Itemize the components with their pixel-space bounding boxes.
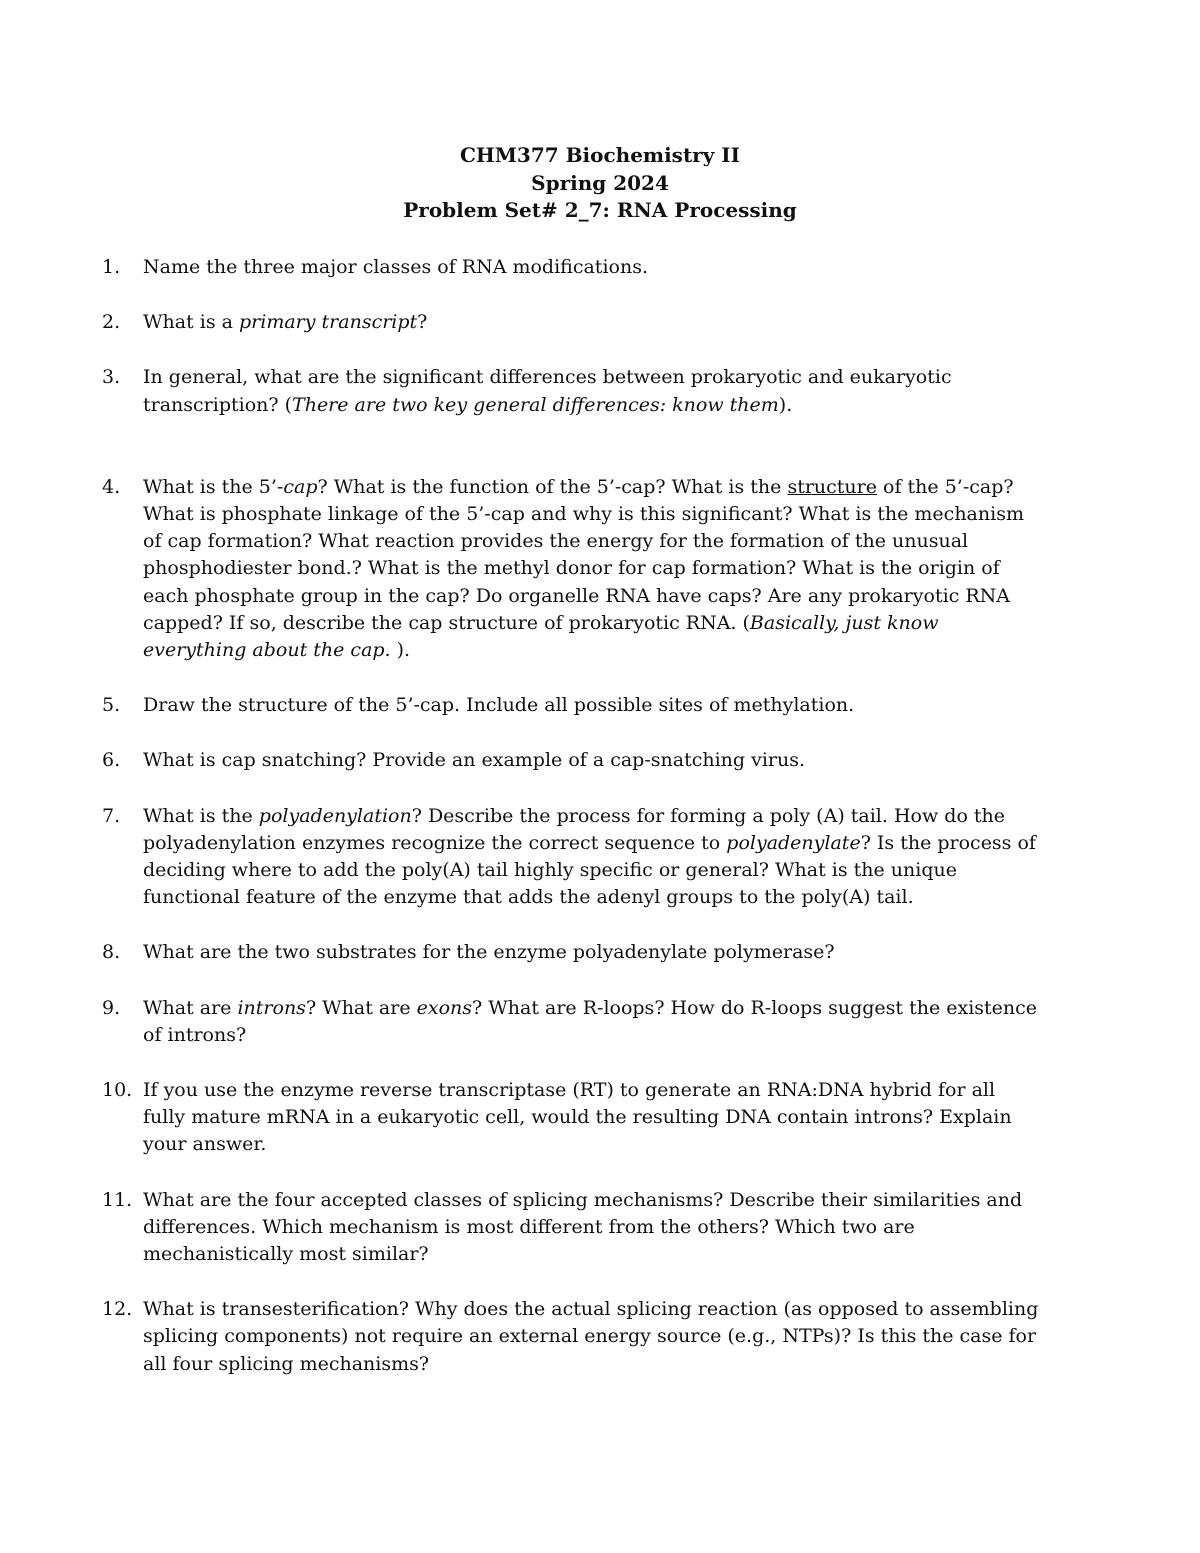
question-text <box>143 1187 1042 1269</box>
question-number: 2. <box>102 311 121 334</box>
text-segment: What is transesterification? Why does the actual splicing reaction (as opposed to assembling splicing components) not require an external energy source (e.g., NTPs)? Is this the case for all four splicing mechanisms? <box>143 1298 1039 1375</box>
emphasized-text: polyadenylate <box>726 831 861 854</box>
question-number: 4. <box>102 475 121 498</box>
question-number: 11. <box>102 1188 133 1211</box>
question-text <box>143 474 1042 664</box>
text-segment: What are <box>143 996 238 1019</box>
question-item <box>102 995 1042 1049</box>
text-segment: What is cap snatching? Provide an example of a cap-snatching virus. <box>143 749 806 772</box>
question-number: 8. <box>102 941 121 964</box>
question-item <box>102 309 1042 336</box>
emphasized-text: introns <box>237 996 306 1019</box>
text-segment: What is the <box>143 804 259 827</box>
course-title: CHM377 Biochemistry II <box>459 143 741 167</box>
text-segment: ? What are R-loops? How do R-loops suggest the existence of introns? <box>143 996 1038 1046</box>
question-item <box>102 803 1042 912</box>
emphasized-text: There are two key general differences: know them <box>292 393 779 416</box>
question-number: 1. <box>102 256 121 278</box>
text-segment: If you use the enzyme reverse transcriptase (RT) to generate an RNA:DNA hybrid for all fully mature mRNA in a eukaryotic cell, would the resulting DNA contain introns? Explain your answer. <box>143 1079 1012 1156</box>
term-label: Spring 2024 <box>531 170 669 195</box>
text-segment: ? What is the function of the 5’-cap? What is the <box>317 475 788 498</box>
text-segment: What is the 5’- <box>143 475 284 498</box>
text-segment: ). <box>778 393 793 416</box>
question-item <box>102 474 1042 664</box>
question-text <box>143 1296 1042 1378</box>
question-item <box>102 939 1042 966</box>
emphasized-text: polyadenylation <box>258 804 412 827</box>
question-number: 7. <box>102 804 121 827</box>
text-segment: of the 5’-cap? What is phosphate linkage of the 5’-cap and why is this significant? What is the mechanism of cap formation? What reaction provides the energy for the formation of the unusual phosphodiester bond.? What is the methyl donor for cap formation? What is the origin of each phosphate group in the cap? Do organelle RNA have caps? Are any prokaryotic RNA capped? If so, describe the cap structure of prokaryotic RNA. ( <box>143 475 1024 634</box>
question-number: 9. <box>102 996 121 1019</box>
question-list <box>102 254 1042 1406</box>
question-text <box>143 1077 1042 1159</box>
text-segment: What is a <box>143 311 240 334</box>
text-segment: ). <box>390 639 411 662</box>
question-text <box>143 309 1042 336</box>
text-segment: What are the four accepted classes of splicing mechanisms? Describe their similarities and differences. Which mechanism is most different from the others? Which two are mechanistically most similar? <box>143 1188 1023 1266</box>
text-segment: Name the three major classes of RNA modifications. <box>143 256 648 278</box>
question-item <box>102 1187 1042 1269</box>
question-number: 3. <box>102 366 121 389</box>
text-segment: What are the two substrates for the enzyme polyadenylate polymerase? <box>143 941 835 964</box>
question-item <box>102 1296 1042 1378</box>
document-header <box>0 142 1200 225</box>
text-segment: ? Describe the process for forming a poly (A) tail. How do the polyadenylation enzymes recognize the correct sequence to <box>143 804 1006 854</box>
question-text <box>143 803 1042 912</box>
question-item <box>102 692 1042 719</box>
question-text <box>143 939 1042 966</box>
text-segment: ? Is the process of deciding where to add the poly(A) tail highly specific or general? What is the unique functional feature of the enzyme that adds the adenyl groups to the poly(A) tail. <box>143 831 1036 909</box>
question-number: 5. <box>102 694 121 717</box>
underlined-text: structure <box>787 475 877 498</box>
emphasized-text: primary transcript <box>239 311 418 334</box>
question-number: 6. <box>102 749 121 772</box>
question-text <box>143 254 1042 281</box>
question-number: 10. <box>102 1079 133 1102</box>
emphasized-text: Basically, just know everything about the cap. <box>143 611 939 662</box>
question-item <box>102 254 1042 281</box>
question-number: 12. <box>102 1298 133 1321</box>
question-item <box>102 747 1042 774</box>
question-text <box>143 995 1042 1049</box>
question-text <box>143 747 1042 774</box>
emphasized-text: exons <box>416 996 473 1019</box>
question-item <box>102 1077 1042 1159</box>
question-text <box>143 692 1042 719</box>
question-text <box>143 364 1042 418</box>
emphasized-text: cap <box>283 475 318 498</box>
text-segment: ? <box>417 311 428 334</box>
text-segment: In general, what are the significant differences between prokaryotic and eukaryotic transcription? ( <box>143 366 952 416</box>
question-item <box>102 364 1042 418</box>
problem-set-title: Problem Set# 2_7: RNA Processing <box>403 198 797 222</box>
text-segment: Draw the structure of the 5’-cap. Include all possible sites of methylation. <box>143 694 855 717</box>
text-segment: ? What are <box>305 996 417 1019</box>
